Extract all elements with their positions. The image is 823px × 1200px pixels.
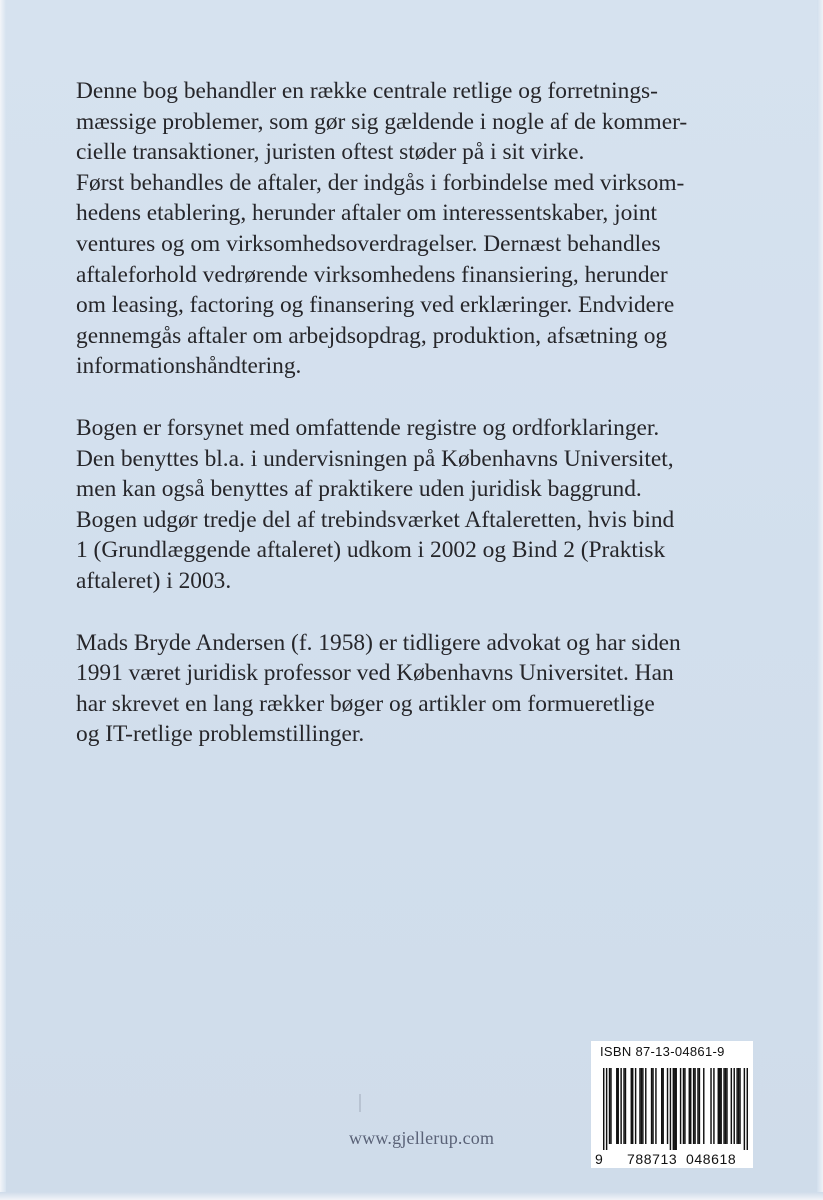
barcode-bar bbox=[720, 1068, 721, 1144]
barcode-bar bbox=[641, 1068, 642, 1144]
barcode-bar bbox=[689, 1068, 690, 1144]
barcode-bar bbox=[747, 1068, 748, 1150]
text-line: Mads Bryde Andersen (f. 1958) er tidligere advokat og har siden bbox=[76, 629, 681, 656]
author-bio bbox=[76, 628, 766, 750]
barcode-bar bbox=[645, 1068, 646, 1144]
barcode-bar bbox=[652, 1068, 653, 1144]
barcode-bar bbox=[736, 1068, 737, 1144]
text-line: 1991 været juridisk professor ved Københavns Universitet. Han bbox=[76, 660, 674, 687]
barcode-bar bbox=[662, 1068, 663, 1144]
barcode-bar bbox=[699, 1068, 700, 1144]
barcode-bar bbox=[642, 1068, 643, 1144]
text-line: og IT-retlige problemstillinger. bbox=[76, 721, 365, 748]
barcode-bar bbox=[693, 1068, 694, 1144]
spine-mark bbox=[359, 1094, 361, 1112]
barcode-bar bbox=[603, 1068, 604, 1150]
text-line: 1 (Grundlæggende aftaleret) udkom i 2002 og Bind 2 (Praktisk bbox=[76, 537, 666, 564]
barcode-bar bbox=[744, 1068, 745, 1150]
barcode-bar bbox=[639, 1068, 640, 1144]
publisher-url: www.gjellerup.com bbox=[349, 1128, 495, 1148]
barcode-bar bbox=[632, 1068, 633, 1144]
barcode-digits-right: 048618 bbox=[686, 1151, 737, 1167]
barcode-bar bbox=[690, 1068, 691, 1144]
barcode-bar bbox=[738, 1068, 739, 1144]
barcode-bar bbox=[718, 1068, 719, 1144]
barcode-bar bbox=[725, 1068, 726, 1144]
isbn-label: ISBN 87-13-04861-9 bbox=[600, 1044, 725, 1059]
barcode-bar bbox=[651, 1068, 652, 1144]
barcode-digits-left: 788713 bbox=[627, 1151, 678, 1167]
blurb-paragraph-2 bbox=[76, 413, 766, 597]
barcode-bar bbox=[680, 1068, 681, 1144]
text-line: Først behandles de aftaler, der indgås i forbindelse med virksom- bbox=[76, 169, 685, 196]
barcode-bar bbox=[684, 1068, 685, 1144]
barcode-bar bbox=[616, 1068, 617, 1144]
text-line: aftaleforhold vedrørende virksomhedens finansiering, herunder bbox=[76, 261, 668, 288]
barcode-bar bbox=[631, 1068, 632, 1144]
barcode-bar bbox=[670, 1068, 671, 1150]
barcode-digit-lead: 9 bbox=[595, 1151, 603, 1167]
barcode-bar bbox=[635, 1068, 636, 1144]
isbn-barcode-box bbox=[591, 1041, 753, 1168]
text-line: gennemgås aftaler om arbejdsopdrag, produktion, afsætning og bbox=[76, 322, 668, 349]
blurb-text bbox=[76, 76, 766, 781]
barcode-bar bbox=[655, 1068, 656, 1144]
barcode-bar bbox=[610, 1068, 611, 1144]
barcode-bar bbox=[625, 1068, 626, 1144]
barcode-bar bbox=[606, 1068, 607, 1150]
barcode-bar bbox=[719, 1068, 720, 1144]
barcode-bar bbox=[683, 1068, 684, 1144]
barcode-bar bbox=[620, 1068, 621, 1144]
text-line: Bogen er forsynet med omfattende registre og ordforklaringer. bbox=[76, 414, 660, 441]
text-line: cielle transaktioner, juristen oftest støder på i sit virke. bbox=[76, 139, 585, 166]
barcode-bar bbox=[673, 1068, 674, 1150]
cover-bottom-edge bbox=[0, 1192, 823, 1200]
text-line: om leasing, factoring og finansering ved erklæringer. Endvidere bbox=[76, 292, 675, 319]
barcode-bar bbox=[710, 1068, 711, 1144]
text-line: mæssige problemer, som gør sig gældende i nogle af de kommer- bbox=[76, 108, 688, 135]
text-line: Den benyttes bl.a. i undervisningen på Københavns Universitet, bbox=[76, 445, 674, 472]
barcode bbox=[591, 1064, 753, 1168]
barcode-bar bbox=[713, 1068, 714, 1144]
barcode-bar bbox=[731, 1068, 732, 1144]
text-line: Denne bog behandler en række centrale retlige og forretnings- bbox=[76, 78, 658, 104]
barcode-bar bbox=[694, 1068, 695, 1144]
text-line: men kan også benyttes af praktikere uden juridisk baggrund. bbox=[76, 476, 642, 503]
text-line: har skrevet en lang rækker bøger og artikler om formueretlige bbox=[76, 690, 655, 717]
barcode-bar bbox=[676, 1068, 677, 1150]
text-line: informationshåndtering. bbox=[76, 353, 302, 380]
barcode-bar bbox=[739, 1068, 740, 1144]
barcode-bar bbox=[623, 1068, 624, 1144]
cover-right-edge bbox=[817, 0, 823, 1200]
text-line: ventures og om virksomhedsoverdragelser. Dernæst behandles bbox=[76, 230, 661, 257]
barcode-bar bbox=[723, 1068, 724, 1144]
cover-left-edge bbox=[0, 0, 6, 1200]
text-line: aftaleret) i 2003. bbox=[76, 567, 232, 594]
barcode-bar bbox=[609, 1068, 610, 1144]
text-line: Bogen udgør tredje del af trebindsværket Aftaleretten, hvis bind bbox=[76, 506, 675, 533]
blurb-paragraph-1 bbox=[76, 76, 766, 382]
text-line: hedens etablering, herunder aftaler om interessentskaber, joint bbox=[76, 200, 658, 227]
barcode-bar bbox=[661, 1068, 662, 1144]
barcode-bar bbox=[697, 1068, 698, 1144]
barcode-bar bbox=[726, 1068, 727, 1144]
barcode-bar bbox=[667, 1068, 668, 1144]
barcode-bar bbox=[703, 1068, 704, 1144]
barcode-bar bbox=[734, 1068, 735, 1144]
barcode-bar bbox=[618, 1068, 619, 1144]
barcode-bar bbox=[674, 1068, 675, 1150]
